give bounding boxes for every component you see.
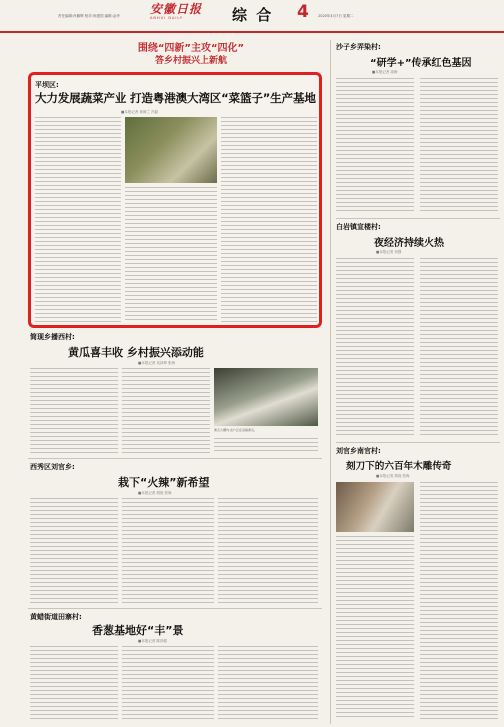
right3-photo bbox=[336, 482, 414, 532]
lead-body-col-1 bbox=[35, 117, 121, 322]
campaign-banner bbox=[60, 42, 322, 76]
article2-photo-caption: 黄瓜大棚内,农户正在采摘黄瓜。 bbox=[214, 428, 257, 432]
article2-body-col-3 bbox=[214, 438, 318, 454]
right-article-woodcarving bbox=[336, 444, 500, 724]
right3-headline: 刻刀下的六百年木雕传奇 bbox=[346, 461, 452, 472]
article3-kicker: 西秀区刘官乡: bbox=[30, 463, 75, 471]
lead-body-col-2 bbox=[125, 187, 217, 322]
paper-name-en: ANHUI DAILY bbox=[150, 16, 184, 20]
right-article-night bbox=[336, 220, 500, 442]
banner-line-2: 答乡村振兴上新航 bbox=[154, 56, 227, 66]
right2-body-col-1 bbox=[336, 258, 414, 438]
column-divider bbox=[330, 40, 331, 724]
article3-body-col-1 bbox=[30, 498, 118, 604]
paper-name: 安徽日报 bbox=[150, 2, 203, 16]
edition-info: 责任编辑:肖鹏辉 校对:尚建国 编辑:金华 bbox=[58, 14, 120, 18]
issue-date: 2020年4月7日 星期二 bbox=[318, 14, 354, 18]
article4-headline: 香葱基地好“丰”景 bbox=[92, 624, 184, 637]
article-cucumber bbox=[28, 330, 322, 458]
article2-byline: ■本报记者 吴泽坤 张海 bbox=[138, 361, 176, 365]
article-scallion bbox=[28, 610, 322, 724]
section-title: 综 合 bbox=[232, 6, 274, 24]
article2-body-col-2 bbox=[122, 368, 210, 454]
article4-kicker: 黄蜡街道田寨村: bbox=[30, 613, 82, 621]
lead-article bbox=[28, 72, 322, 328]
right1-kicker: 沙子乡弄染村: bbox=[336, 43, 381, 51]
right1-body-col-2 bbox=[420, 78, 498, 214]
lead-photo bbox=[125, 117, 217, 183]
right3-kicker: 刘官乡南官村: bbox=[336, 447, 381, 455]
article2-photo bbox=[214, 368, 318, 426]
lead-body-col-3 bbox=[221, 117, 317, 322]
right2-byline: ■本报记者 刘强 bbox=[376, 250, 402, 254]
article4-body-col-3 bbox=[218, 646, 318, 720]
divider bbox=[28, 458, 322, 459]
paper-logo bbox=[150, 2, 206, 24]
article3-headline: 栽下“火辣”新希望 bbox=[118, 476, 210, 489]
divider bbox=[28, 608, 322, 609]
article2-body-col-1 bbox=[30, 368, 118, 454]
right-article-research bbox=[336, 40, 500, 218]
article4-body-col-1 bbox=[30, 646, 118, 720]
article2-kicker: 简现乡播西村: bbox=[30, 333, 75, 341]
article2-headline: 黄瓜喜丰收 乡村振兴添动能 bbox=[68, 346, 204, 359]
banner-line-1: 围绕“四新”主攻“四化” bbox=[137, 43, 245, 54]
article4-body-col-2 bbox=[122, 646, 214, 720]
page-number: 4 bbox=[297, 2, 309, 22]
article-chili bbox=[28, 460, 322, 608]
masthead bbox=[0, 0, 504, 36]
right2-body-col-2 bbox=[420, 258, 498, 438]
masthead-rule bbox=[0, 31, 504, 33]
lead-byline: ■本报记者 黄海兰 冯磊 bbox=[121, 110, 159, 114]
article3-body-col-3 bbox=[218, 498, 318, 604]
divider bbox=[336, 442, 500, 443]
right2-headline: 夜经济持续火热 bbox=[374, 238, 444, 249]
article4-byline: ■本报记者 陈泽强 bbox=[138, 639, 167, 643]
right2-kicker: 白岩镇宣楼村: bbox=[336, 223, 381, 231]
right1-headline: “研学+”传承红色基因 bbox=[370, 58, 472, 69]
right3-byline: ■本报记者 胡庭 张海 bbox=[376, 474, 410, 478]
right1-body-col-1 bbox=[336, 78, 414, 214]
right3-body-col-2 bbox=[420, 482, 498, 720]
divider bbox=[336, 218, 500, 219]
lead-headline: 大力发展蔬菜产业 打造粤港澳大湾区“菜篮子”生产基地 bbox=[35, 91, 316, 105]
lead-kicker: 平坝区: bbox=[35, 81, 59, 89]
right1-byline: ■本报记者 周海 bbox=[372, 70, 398, 74]
article3-body-col-2 bbox=[122, 498, 214, 604]
right3-body-col-1 bbox=[336, 536, 414, 720]
article3-byline: ■本报记者 胡庭 张海 bbox=[138, 491, 172, 495]
